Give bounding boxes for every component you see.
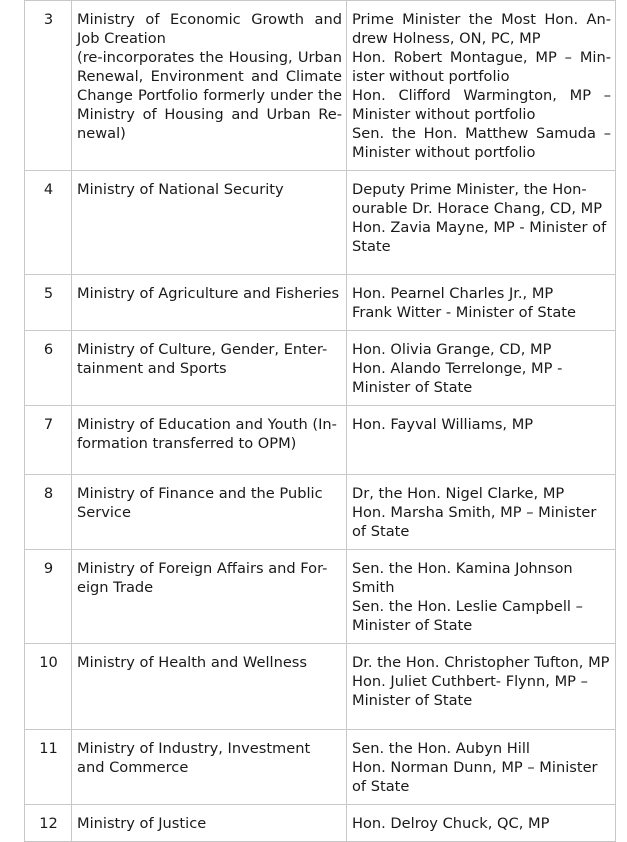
- ministry-note: (re-incorporates the Housing, Urban Renewal, Environment and Climate Change Portfolio formerly under the Ministry of Housing and Urban Re-newal): [77, 49, 342, 142]
- official-name: Hon. Marsha Smith, MP – Minister of State: [352, 504, 597, 540]
- ministry-cell: [72, 171, 347, 275]
- ministry-cell: [72, 550, 347, 644]
- officials-cell: [347, 644, 616, 730]
- row-number: 3: [25, 1, 72, 171]
- ministry-cell: [72, 730, 347, 805]
- row-number: 5: [25, 275, 72, 331]
- table-row: [25, 171, 616, 275]
- ministry-cell: [72, 475, 347, 550]
- official-name: Hon. Norman Dunn, MP – Minister of State: [352, 759, 598, 795]
- official-name: Hon. Clifford Warmington, MP – Minister without portfolio: [352, 87, 611, 123]
- official-name: Hon. Fayval Williams, MP: [352, 416, 534, 433]
- official-name: Sen. the Hon. Aubyn Hill: [352, 740, 530, 757]
- table-row: [25, 550, 616, 644]
- table-row: [25, 331, 616, 406]
- official-name: Hon. Olivia Grange, CD, MP: [352, 341, 552, 358]
- cabinet-table: [24, 0, 616, 842]
- officials-cell: [347, 1, 616, 171]
- ministry-name: Ministry of Education and Youth (In-formation transferred to OPM): [77, 416, 337, 452]
- official-name: Deputy Prime Minister, the Hon-ourable Dr. Horace Chang, CD, MP: [352, 181, 602, 217]
- official-name: Hon. Pearnel Charles Jr., MP: [352, 285, 554, 302]
- ministry-name: Ministry of Justice: [77, 815, 207, 832]
- officials-cell: [347, 275, 616, 331]
- ministry-cell: [72, 275, 347, 331]
- officials-cell: [347, 406, 616, 475]
- ministry-cell: [72, 644, 347, 730]
- official-name: Dr. the Hon. Christopher Tufton, MP: [352, 654, 610, 671]
- official-name: Hon. Alando Terrelonge, MP - Minister of State: [352, 360, 563, 396]
- officials-cell: [347, 730, 616, 805]
- ministry-name: Ministry of National Security: [77, 181, 284, 198]
- row-number: 4: [25, 171, 72, 275]
- ministry-name: Ministry of Economic Growth and Job Creation: [77, 11, 342, 47]
- ministry-name: Ministry of Agriculture and Fisheries: [77, 285, 340, 302]
- ministry-name: Ministry of Finance and the Public Service: [77, 485, 323, 521]
- officials-cell: [347, 550, 616, 644]
- ministry-cell: [72, 1, 347, 171]
- ministry-name: Ministry of Culture, Gender, Enter-tainment and Sports: [77, 341, 328, 377]
- row-number: 8: [25, 475, 72, 550]
- officials-cell: [347, 331, 616, 406]
- row-number: 6: [25, 331, 72, 406]
- officials-cell: [347, 171, 616, 275]
- ministry-cell: [72, 331, 347, 406]
- row-number: 9: [25, 550, 72, 644]
- ministry-name: Ministry of Foreign Affairs and For-eign Trade: [77, 560, 328, 596]
- table-row: [25, 805, 616, 842]
- official-name: Frank Witter - Minister of State: [352, 304, 576, 321]
- ministry-name: Ministry of Health and Wellness: [77, 654, 308, 671]
- row-number: 12: [25, 805, 72, 842]
- official-name: Sen. the Hon. Matthew Samuda – Minister without portfolio: [352, 125, 611, 161]
- row-number: 10: [25, 644, 72, 730]
- officials-cell: [347, 475, 616, 550]
- official-name: Sen. the Hon. Leslie Campbell – Minister of State: [352, 598, 583, 634]
- official-name: Hon. Delroy Chuck, QC, MP: [352, 815, 550, 832]
- official-name: Prime Minister the Most Hon. An-drew Holness, ON, PC, MP: [352, 11, 611, 47]
- table-row: [25, 406, 616, 475]
- row-number: 11: [25, 730, 72, 805]
- ministry-cell: [72, 805, 347, 842]
- table-row: [25, 644, 616, 730]
- official-name: Hon. Robert Montague, MP – Min-ister without portfolio: [352, 49, 611, 85]
- officials-cell: [347, 805, 616, 842]
- official-name: Sen. the Hon. Kamina Johnson Smith: [352, 560, 573, 596]
- official-name: Dr, the Hon. Nigel Clarke, MP: [352, 485, 565, 502]
- ministry-name: Ministry of Industry, Investment and Commerce: [77, 740, 311, 776]
- ministry-cell: [72, 406, 347, 475]
- table-row: [25, 730, 616, 805]
- row-number: 7: [25, 406, 72, 475]
- official-name: Hon. Zavia Mayne, MP - Minister of State: [352, 219, 607, 255]
- table-row: [25, 1, 616, 171]
- official-name: Hon. Juliet Cuthbert- Flynn, MP – Minister of State: [352, 673, 588, 709]
- table-row: [25, 475, 616, 550]
- table-row: [25, 275, 616, 331]
